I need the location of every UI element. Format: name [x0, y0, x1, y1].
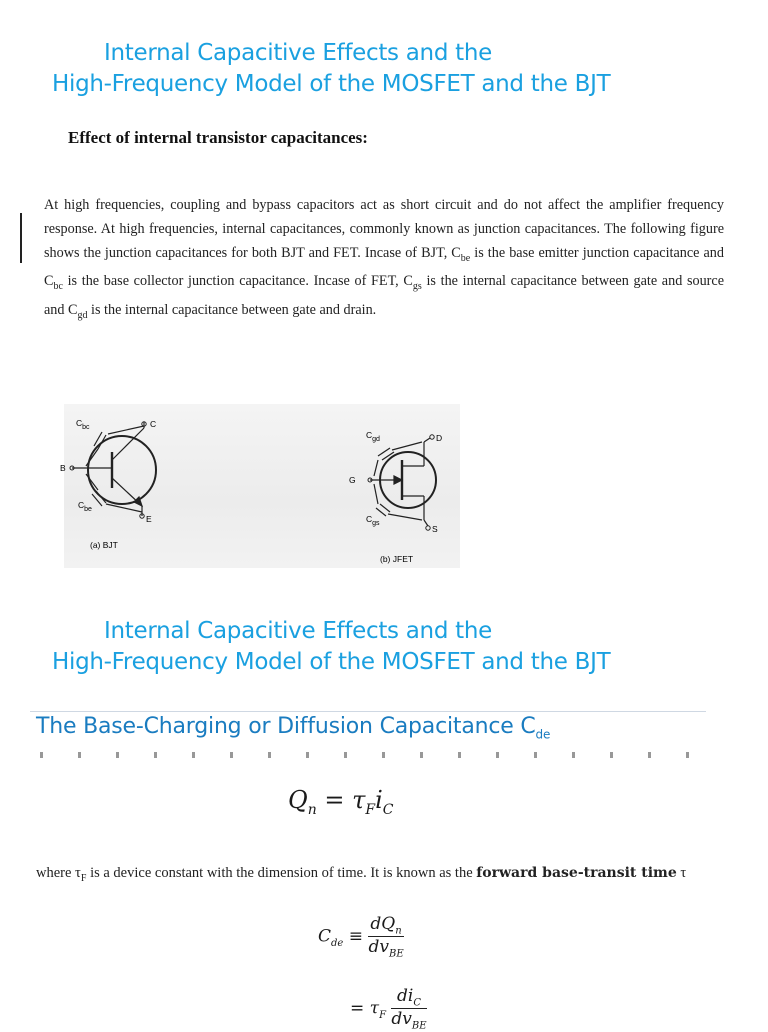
transistor-figure	[60, 404, 460, 568]
jfet-caption: (b) JFET	[380, 554, 414, 564]
para-text-3: is the base collector junction capacitance. Incase of FET, C	[62, 273, 413, 290]
body-paragraph	[44, 194, 724, 327]
para-text-1: At high frequencies, coupling and bypass capacitors act as short circuit and do not affect the amplifier frequency response. At high frequencies, internal capacitances, commonly known as junction capacitances. The following figure shows the junction capacitances for both BJT and FET. Incase of BJT, C	[44, 197, 724, 261]
para-text-4: is the internal capacitance between gate and source and C	[44, 273, 725, 318]
diffusion-capacitance-heading: The Base-Charging or Diffusion Capacitance $C_{de}$	[36, 714, 551, 742]
transistor-diagram	[60, 404, 460, 568]
para-sub-gd: gd	[77, 309, 88, 321]
bjt-e-terminal: E	[146, 514, 152, 524]
where-text: where $\tau_F$ is a device constant with the dimension of time. It is known as the forward base-transit time τ	[36, 865, 687, 884]
margin-bar	[20, 213, 22, 263]
equation-cde-expanded: = $\tau_F$ $\frac{di_C}{dv_{BE}}$	[350, 986, 427, 1032]
para-sub-be: be	[460, 252, 471, 264]
slide-title-2-line2: High-Frequency Model of the MOSFET and the BJT	[52, 649, 611, 675]
bjt-b-terminal: B	[60, 463, 66, 473]
para-sub-bc: bc	[53, 281, 63, 293]
jfet-d-terminal: D	[436, 433, 443, 443]
bjt-symbol	[72, 422, 156, 516]
slide-title-1	[0, 38, 768, 100]
bjt-c-terminal: C	[150, 419, 157, 429]
jfet-s-terminal: S	[432, 524, 438, 534]
bjt-cbe-label: $C_{be}$	[78, 500, 92, 513]
slide-title-1-line1: Internal Capacitive Effects and the	[104, 40, 492, 66]
slide-title-1-line2: High-Frequency Model of the MOSFET and the BJT	[52, 71, 611, 97]
jfet-g-terminal: G	[349, 475, 356, 485]
equation-cde: $C_{de}$ ≡ $\frac{dQ_n}{dv_{BE}}$	[318, 914, 404, 960]
divider	[30, 711, 706, 712]
cropped-text-line	[40, 752, 690, 758]
jfet-cgd-label: $C_{gd}$	[366, 430, 380, 443]
para-text-5: is the internal capacitance between gate and drain.	[87, 301, 377, 318]
bjt-cbc-label: $C_{bc}$	[76, 418, 90, 431]
slide-title-2-line1: Internal Capacitive Effects and the	[104, 618, 492, 644]
bjt-caption: (a) BJT	[90, 540, 118, 550]
para-text-2: is the base emitter junction capacitance and C	[44, 244, 724, 290]
equation-charge: $Q_n = \tau_Fi_C$	[288, 786, 394, 818]
jfet-cgs-label: $C_{gs}$	[366, 514, 380, 527]
jfet-symbol	[370, 438, 436, 526]
section-heading: Effect of internal transistor capacitances:	[68, 128, 368, 147]
para-sub-gs: gs	[412, 281, 422, 293]
slide-title-2	[0, 616, 768, 678]
